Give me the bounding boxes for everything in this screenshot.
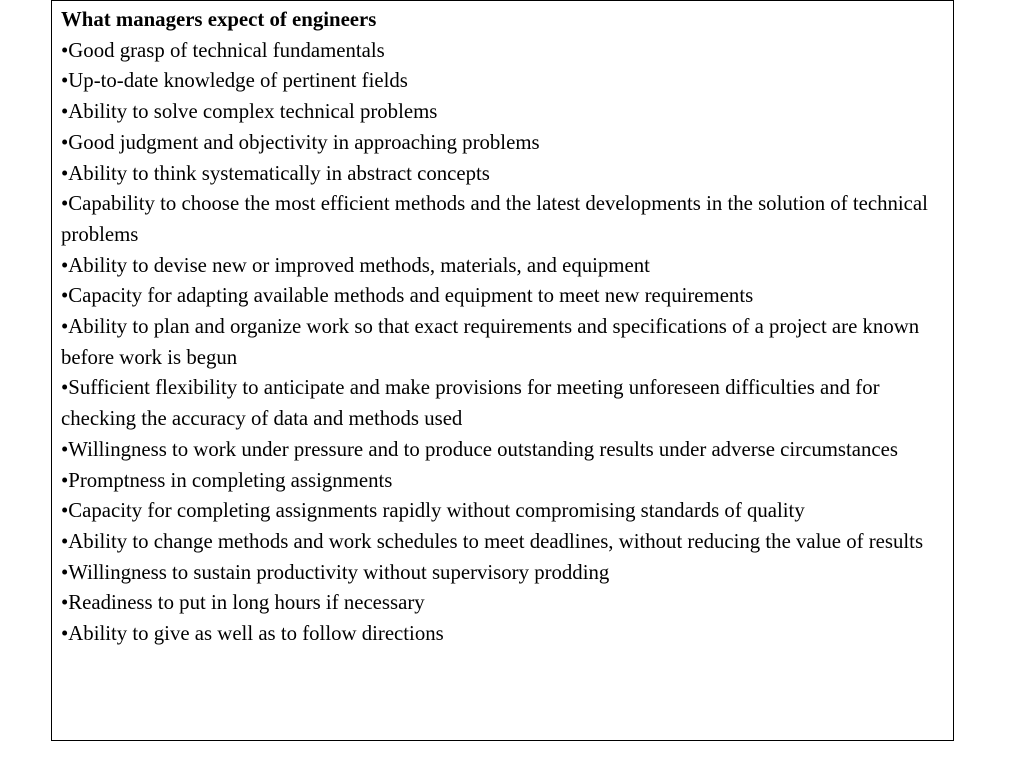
list-item-text: Willingness to work under pressure and to produce outstanding results under adverse circumstances bbox=[68, 437, 898, 461]
bullet-marker: • bbox=[61, 100, 69, 124]
list-item bbox=[61, 435, 949, 466]
bullet-marker: • bbox=[61, 468, 69, 492]
bullet-marker: • bbox=[61, 253, 69, 277]
list-item-text: Ability to devise new or improved methods, materials, and equipment bbox=[68, 253, 650, 277]
bullet-marker: • bbox=[61, 161, 69, 185]
bullet-marker: • bbox=[61, 591, 69, 615]
list-item bbox=[61, 281, 949, 312]
bullet-marker: • bbox=[61, 437, 69, 461]
bullet-marker: • bbox=[61, 529, 69, 553]
list-item-text: Ability to think systematically in abstract concepts bbox=[68, 161, 490, 185]
list-item bbox=[61, 496, 949, 527]
list-item-text: Promptness in completing assignments bbox=[68, 468, 393, 492]
bullet-marker: • bbox=[61, 69, 69, 93]
list-item-text: Willingness to sustain productivity without supervisory prodding bbox=[68, 560, 610, 584]
list-item bbox=[61, 558, 949, 589]
list-item bbox=[61, 36, 949, 67]
list-item bbox=[61, 251, 949, 282]
list-item-text: Capacity for adapting available methods and equipment to meet new requirements bbox=[68, 284, 754, 308]
list-item-text: Readiness to put in long hours if necessary bbox=[68, 591, 425, 615]
content-block bbox=[61, 5, 949, 650]
list-item bbox=[61, 97, 949, 128]
bullet-marker: • bbox=[61, 38, 69, 62]
list-item-text: Sufficient flexibility to anticipate and make provisions for meeting unforeseen difficulties and for checking the accuracy of data and methods used bbox=[61, 376, 880, 431]
bullet-marker: • bbox=[61, 376, 69, 400]
list-item bbox=[61, 619, 949, 650]
list-item bbox=[61, 159, 949, 190]
bullet-marker: • bbox=[61, 315, 69, 339]
list-item bbox=[61, 373, 949, 434]
list-item bbox=[61, 466, 949, 497]
bullet-marker: • bbox=[61, 130, 69, 154]
list-item-text: Capability to choose the most efficient methods and the latest developments in the solution of technical problems bbox=[61, 192, 928, 246]
list-item bbox=[61, 66, 949, 97]
list-item-text: Ability to plan and organize work so that exact requirements and specifications of a project are known before work is begun bbox=[61, 315, 920, 369]
list-item-text: Ability to give as well as to follow directions bbox=[68, 622, 444, 646]
expectations-list bbox=[61, 36, 949, 650]
list-item-text: Ability to change methods and work schedules to meet deadlines, without reducing the value of results bbox=[68, 529, 924, 553]
list-item-text: Capacity for completing assignments rapidly without compromising standards of quality bbox=[68, 499, 805, 523]
list-item-text: Good grasp of technical fundamentals bbox=[68, 38, 385, 62]
bullet-marker: • bbox=[61, 560, 69, 584]
bullet-marker: • bbox=[61, 192, 69, 216]
list-item bbox=[61, 588, 949, 619]
list-item bbox=[61, 128, 949, 159]
bullet-marker: • bbox=[61, 622, 69, 646]
document-title: What managers expect of engineers bbox=[61, 8, 377, 31]
list-item bbox=[61, 527, 949, 558]
list-item-text: Ability to solve complex technical problems bbox=[68, 100, 438, 124]
bullet-marker: • bbox=[61, 499, 69, 523]
list-item bbox=[61, 189, 949, 250]
list-item-text: Good judgment and objectivity in approaching problems bbox=[68, 130, 540, 154]
bullet-marker: • bbox=[61, 284, 69, 308]
list-item-text: Up-to-date knowledge of pertinent fields bbox=[68, 69, 408, 93]
list-item bbox=[61, 312, 949, 373]
